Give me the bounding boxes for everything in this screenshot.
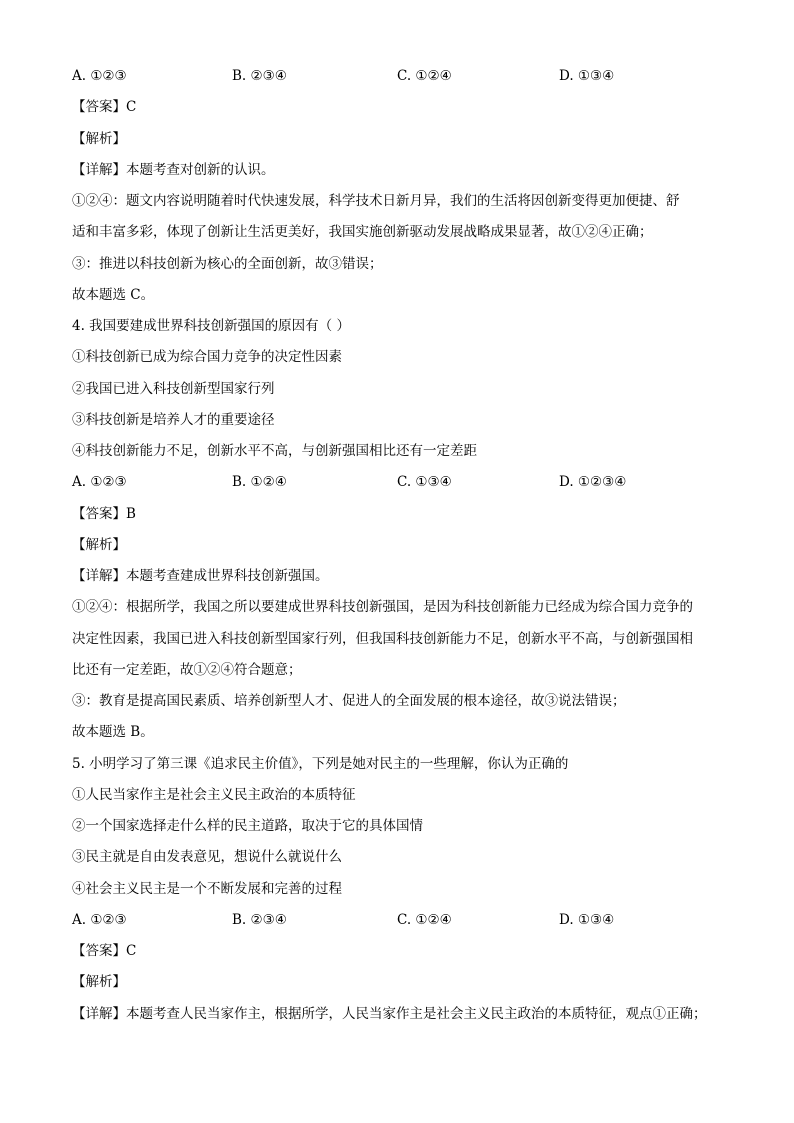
q3-detail-line: 【详解】本题考查对创新的认识。 <box>72 162 275 178</box>
q3-analysis-heading: 【解析】 <box>72 131 126 147</box>
q4-option-a: A. ①②③ <box>72 474 127 490</box>
q4-item: ③科技创新是培养人才的重要途径 <box>72 412 275 428</box>
q3-detail-line: 适和丰富多彩，体现了创新让生活更美好，我国实施创新驱动发展战略成果显著，故①②④正确； <box>72 224 653 240</box>
q3-options <box>72 67 712 85</box>
q3-detail-line: 故本题选 C。 <box>72 287 155 303</box>
q4-detail-line: 故本题选 B。 <box>72 724 154 740</box>
q5-item: ③民主就是自由发表意见，想说什么就说什么 <box>72 849 342 865</box>
q5-answer: 【答案】C <box>72 943 137 959</box>
q5-item: ④社会主义民主是一个不断发展和完善的过程 <box>72 881 342 897</box>
q5-detail-line: 【详解】本题考查人民当家作主，根据所学，人民当家作主是社会主义民主政治的本质特征，观点①正确； <box>72 1006 707 1022</box>
q4-detail-line: 比还有一定差距，故①②④符合题意； <box>72 662 302 678</box>
q4-item: ②我国已进入科技创新型国家行列 <box>72 381 275 397</box>
q5-stem: 5. 小明学习了第三课《追求民主价值》，下列是她对民主的一些理解，你认为正确的 <box>72 756 569 772</box>
q5-option-b: B. ②③④ <box>232 912 287 928</box>
q4-item: ④科技创新能力不足，创新水平不高，与创新强国相比还有一定差距 <box>72 443 477 459</box>
q3-option-a: A. ①②③ <box>72 68 127 84</box>
q4-detail-line: 决定性因素，我国已进入科技创新型国家行列，但我国科技创新能力不足，创新水平不高，与创新强国相 <box>72 631 693 647</box>
q3-detail-line: ③：推进以科技创新为核心的全面创新，故③错误； <box>72 256 383 272</box>
q5-option-a: A. ①②③ <box>72 912 127 928</box>
q4-answer: 【答案】B <box>72 506 136 522</box>
q4-analysis-heading: 【解析】 <box>72 537 126 553</box>
q4-detail-line: ①②④：根据所学，我国之所以要建成世界科技创新强国，是因为科技创新能力已经成为综合国力竞争的 <box>72 599 693 615</box>
q5-item: ②一个国家选择走什么样的民主道路，取决于它的具体国情 <box>72 818 423 834</box>
q3-option-d: D. ①③④ <box>559 68 615 84</box>
q5-option-d: D. ①③④ <box>559 912 615 928</box>
q4-options <box>72 473 712 491</box>
q3-detail-line: ①②④：题文内容说明随着时代快速发展，科学技术日新月异，我们的生活将因创新变得更加便捷、舒 <box>72 193 680 209</box>
q3-option-c: C. ①②④ <box>397 68 452 84</box>
q4-detail-line: 【详解】本题考查建成世界科技创新强国。 <box>72 568 329 584</box>
q5-option-c: C. ①②④ <box>397 912 452 928</box>
q3-option-b: B. ②③④ <box>232 68 287 84</box>
q3-answer: 【答案】C <box>72 99 137 115</box>
q5-item: ①人民当家作主是社会主义民主政治的本质特征 <box>72 787 356 803</box>
q5-options <box>72 911 712 929</box>
q4-option-b: B. ①②④ <box>232 474 287 490</box>
q4-option-d: D. ①②③④ <box>559 474 627 490</box>
q4-stem: 4. 我国要建成世界科技创新强国的原因有（ ） <box>72 318 350 334</box>
q5-analysis-heading: 【解析】 <box>72 974 126 990</box>
q4-option-c: C. ①③④ <box>397 474 452 490</box>
q4-detail-line: ③：教育是提高国民素质、培养创新型人才、促进人的全面发展的根本途径，故③说法错误； <box>72 693 626 709</box>
q4-item: ①科技创新已成为综合国力竞争的决定性因素 <box>72 349 342 365</box>
